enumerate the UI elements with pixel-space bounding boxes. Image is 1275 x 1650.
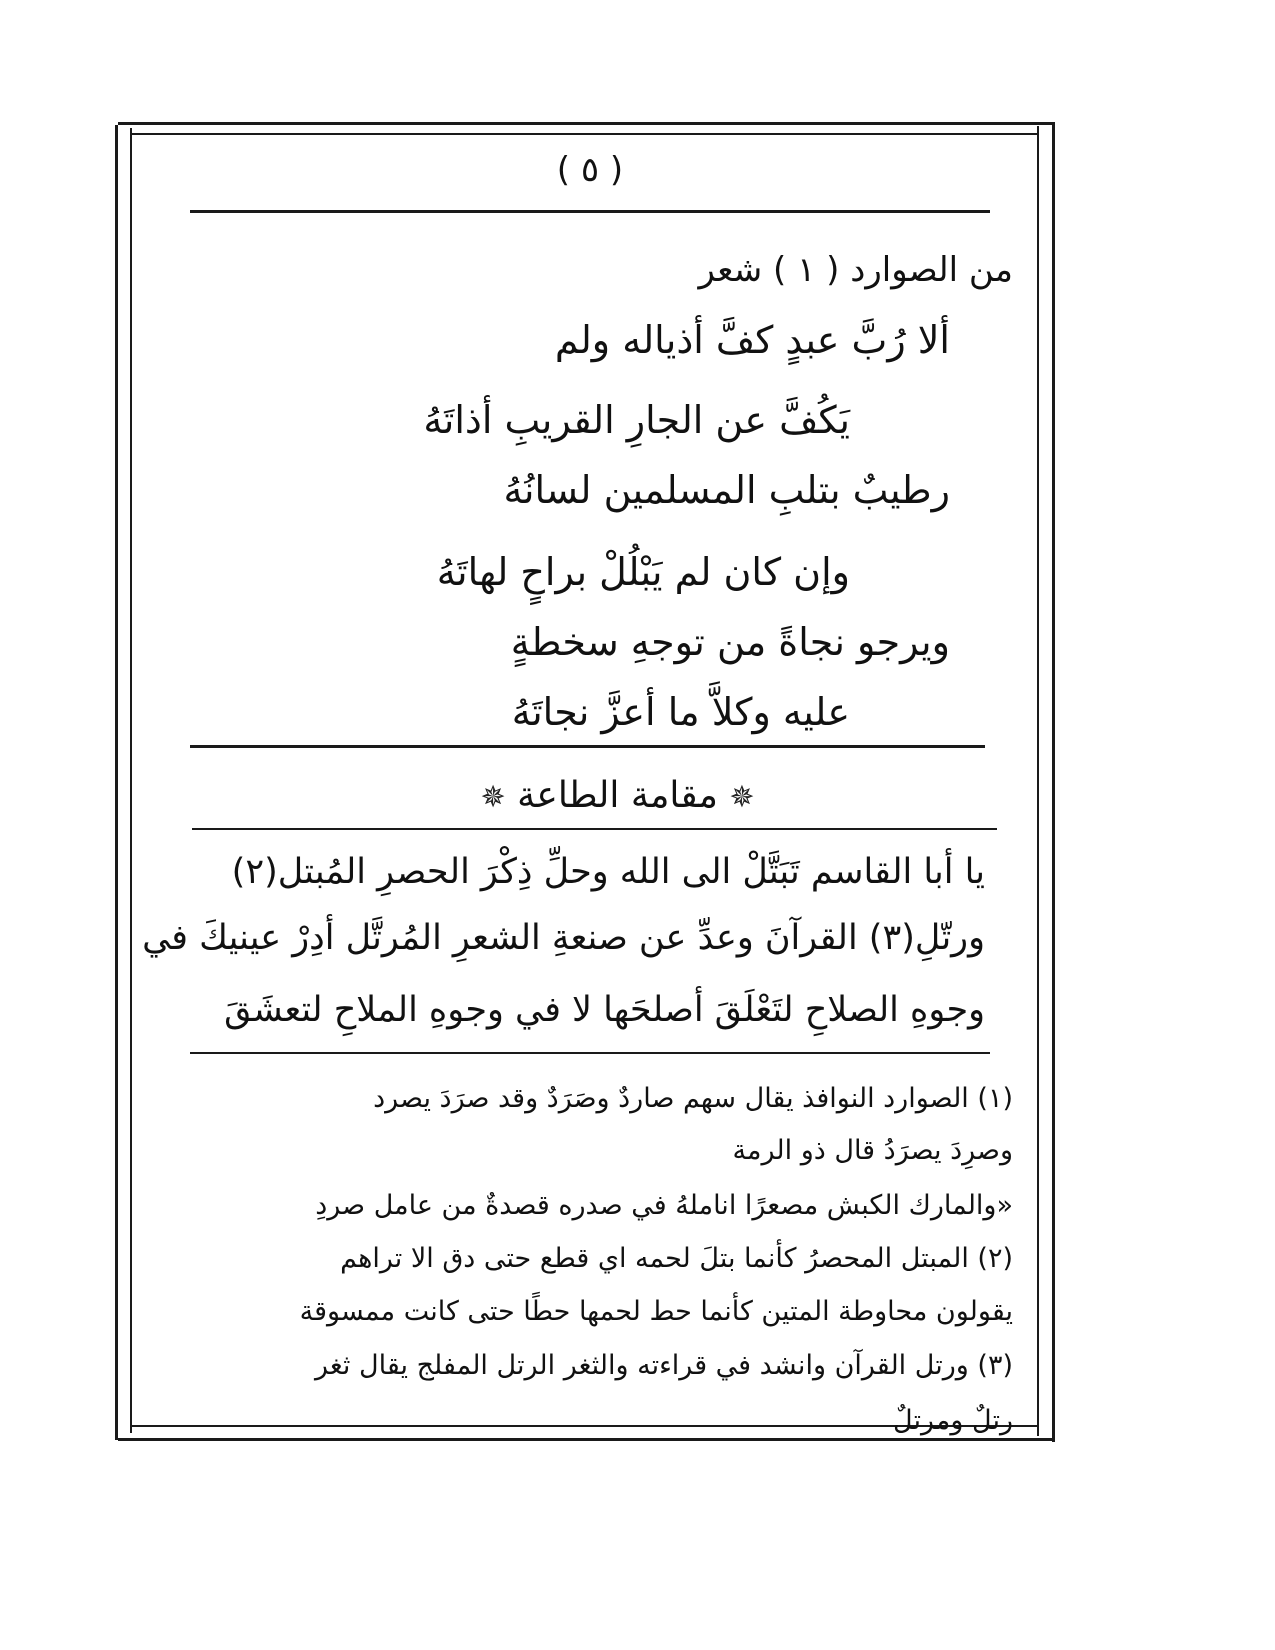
poem-line: رطيبٌ بتلبِ المسلمين لسانُهُ — [503, 468, 950, 512]
footnote-line: يقولون محاوطة المتين كأنما حط لحمها حطًا حتى كانت ممسوقة — [299, 1296, 1013, 1327]
footnote-line: (٢) المبتل المحصرُ كأنما بتلَ لحمه اي قطع حتى دق الا تراهم — [340, 1243, 1013, 1274]
section-title — [190, 775, 1045, 816]
frame-top-inner — [130, 133, 1038, 135]
prose-line: يا أبا القاسم تَبَتَّلْ الى الله وحلِّ ذِكْرَ الحصرِ المُبتل(٢) — [231, 852, 985, 892]
poem-line: عليه وكلاَّ ما أعزَّ نجاتَهُ — [511, 690, 850, 734]
ornament-star-icon: ✵ — [729, 780, 755, 815]
footnote-line: «والمارك الكبش مصعرًا اناملهُ في صدره قصدةٌ من عامل صردِ — [315, 1190, 1013, 1221]
footnote-line: (٣) ورتل القرآن وانشد في قراءته والثغر الرتل المفلج يقال ثغر — [314, 1350, 1013, 1381]
frame-left-outer — [115, 125, 118, 1440]
ornament-star-icon: ✵ — [480, 780, 506, 815]
page-number: ( ٥ ) — [556, 150, 624, 190]
header-rule — [190, 210, 990, 213]
section-title-text: مقامة الطاعة — [517, 775, 718, 816]
poem-line: يَكُفَّ عن الجارِ القريبِ أذاتَهُ — [423, 398, 850, 442]
poem-line: وإن كان لم يَبْلُلْ براحٍ لهاتَهُ — [436, 550, 850, 594]
prose-line: ورتّلِ(٣) القرآنَ وعدِّ عن صنعةِ الشعرِ المُرتَّل أدِرْ عينيكَ في — [142, 918, 985, 958]
poem-heading: من الصوارد ( ١ ) شعر — [698, 250, 1013, 290]
poem-line: ويرجو نجاةً من توجهِ سخطةٍ — [510, 620, 950, 664]
frame-right-outer — [1052, 122, 1055, 1442]
footnote-line: رتلٌ ومرتلٌ — [893, 1405, 1013, 1436]
poem-end-rule — [190, 745, 985, 748]
section-rule — [192, 828, 997, 830]
frame-left-inner — [130, 128, 132, 1433]
prose-line: وجوهِ الصلاحِ لتَعْلَقَ أصلحَها لا في وجوهِ الملاحِ لتعشَقَ — [224, 990, 985, 1030]
poem-line: ألا رُبَّ عبدٍ كفَّ أذياله ولم — [554, 318, 950, 362]
footnote-line: (١) الصوارد النوافذ يقال سهم صاردٌ وصَرَدٌ وقد صرَدَ يصرد — [373, 1083, 1013, 1114]
footnote-separator — [190, 1052, 990, 1054]
frame-bottom-outer — [118, 1438, 1054, 1441]
frame-top-outer — [118, 122, 1054, 125]
footnote-line: وصرِدَ يصرَدُ قال ذو الرمة — [732, 1135, 1013, 1166]
